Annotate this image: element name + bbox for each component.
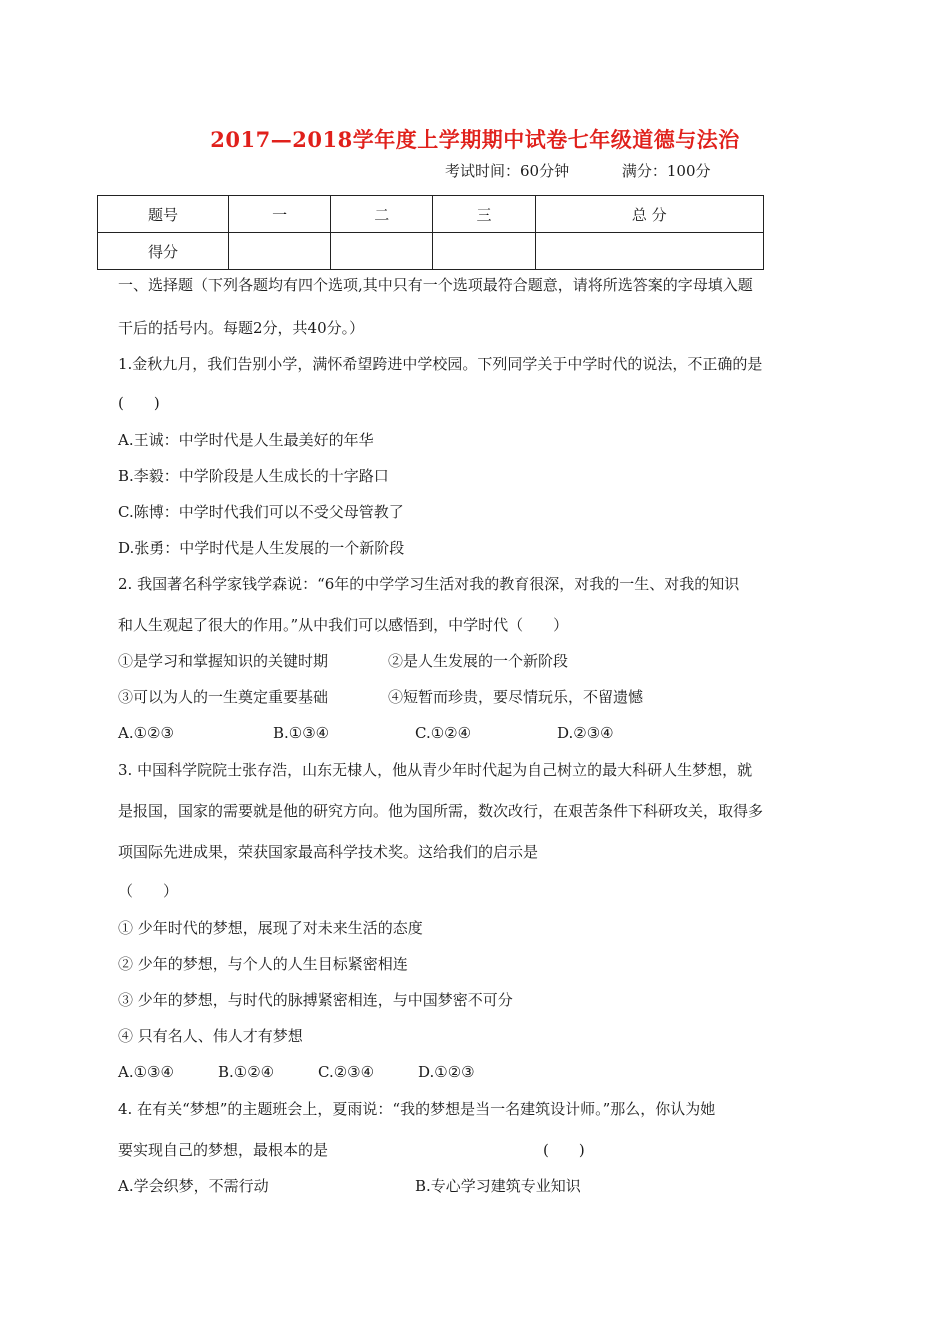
exam-meta [445, 160, 759, 181]
score-cell [331, 233, 433, 270]
option: B.①③④ [273, 724, 330, 742]
option: A.学会织梦，不需行动 [118, 1177, 269, 1195]
exam-full-score: 满分：100分 [621, 162, 711, 180]
question-stem: 和人生观起了很大的作用。”从中我们可以感悟到，中学时代（ ） [118, 616, 569, 634]
statement-row [118, 687, 643, 707]
option: B.李毅：中学阶段是人生成长的十字路口 [118, 467, 389, 485]
option: D.张勇：中学时代是人生发展的一个新阶段 [118, 539, 405, 557]
score-table-header-row [98, 196, 764, 233]
option: D.②③④ [557, 724, 614, 742]
score-header-cell: 三 [433, 196, 535, 233]
score-header-cell: 题号 [98, 196, 229, 233]
score-cell [535, 233, 763, 270]
option: A.王诚：中学时代是人生最美好的年华 [118, 431, 374, 449]
option: C.②③④ [318, 1063, 375, 1081]
options-row [118, 723, 614, 743]
question-stem: 3. 中国科学院院士张存浩，山东无棣人，他从青少年时代起为自己树立的最大科研人生梦想，就 [118, 761, 753, 779]
question-stem: 要实现自己的梦想，最根本的是 [118, 1141, 329, 1159]
option: C.①②④ [415, 724, 472, 742]
statement: ①是学习和掌握知识的关键时期 [118, 652, 329, 670]
options-row [118, 1176, 581, 1196]
statement: ② 少年的梦想，与个人的人生目标紧密相连 [118, 955, 408, 973]
statement: ① 少年时代的梦想，展现了对未来生活的态度 [118, 919, 423, 937]
option: A.①②③ [118, 724, 174, 742]
question-stem: 是报国，国家的需要就是他的研究方向。他为国所需，数次改行，在艰苦条件下科研攻关，取得多 [118, 802, 764, 820]
answer-paren: ( ) [118, 394, 160, 412]
statement: ③ 少年的梦想，与时代的脉搏紧密相连，与中国梦密不可分 [118, 991, 513, 1009]
statement: ④短暂而珍贵，要尽情玩乐，不留遗憾 [388, 688, 644, 706]
section-instruction: 干后的括号内。每题2分，共40分。） [118, 319, 365, 337]
option: B.专心学习建筑专业知识 [415, 1177, 581, 1195]
score-cell [229, 233, 331, 270]
question-stem: 4. 在有关“梦想”的主题班会上，夏雨说：“我的梦想是当一名建筑设计师。”那么，你认为她 [118, 1100, 716, 1118]
score-cell [433, 233, 535, 270]
options-row [118, 1062, 475, 1082]
option: A.①③④ [118, 1063, 174, 1081]
statement-row [118, 651, 568, 671]
statement: ④ 只有名人、伟人才有梦想 [118, 1027, 303, 1045]
section-instruction: 一、选择题（下列各题均有四个选项,其中只有一个选项最符合题意，请将所选答案的字母填入题 [118, 276, 753, 294]
exam-title: 2017—2018学年度上学期期中试卷七年级道德与法治 [210, 127, 740, 152]
question-stem-row [118, 1140, 585, 1160]
score-header-cell: 二 [331, 196, 433, 233]
score-table-score-row [98, 233, 764, 270]
answer-paren: （ ） [118, 882, 179, 900]
option: B.①②④ [218, 1063, 275, 1081]
answer-paren: ( ) [543, 1141, 585, 1159]
statement: ③可以为人的一生奠定重要基础 [118, 688, 329, 706]
score-table [97, 195, 764, 270]
question-stem: 1.金秋九月，我们告别小学，满怀希望跨进中学校园。下列同学关于中学时代的说法，不正确的是 [118, 355, 763, 373]
option: D.①②③ [418, 1063, 475, 1081]
score-header-cell: 总 分 [535, 196, 763, 233]
score-header-cell: 一 [229, 196, 331, 233]
exam-time: 考试时间：60分钟 [445, 162, 570, 180]
question-stem: 项国际先进成果，荣获国家最高科学技术奖。这给我们的启示是 [118, 843, 539, 861]
option: C.陈博：中学时代我们可以不受父母管教了 [118, 503, 404, 521]
statement: ②是人生发展的一个新阶段 [388, 652, 569, 670]
score-row-label: 得分 [98, 233, 229, 270]
question-stem: 2. 我国著名科学家钱学森说：“6年的中学学习生活对我的教育很深，对我的一生、对我的知识 [118, 575, 740, 593]
